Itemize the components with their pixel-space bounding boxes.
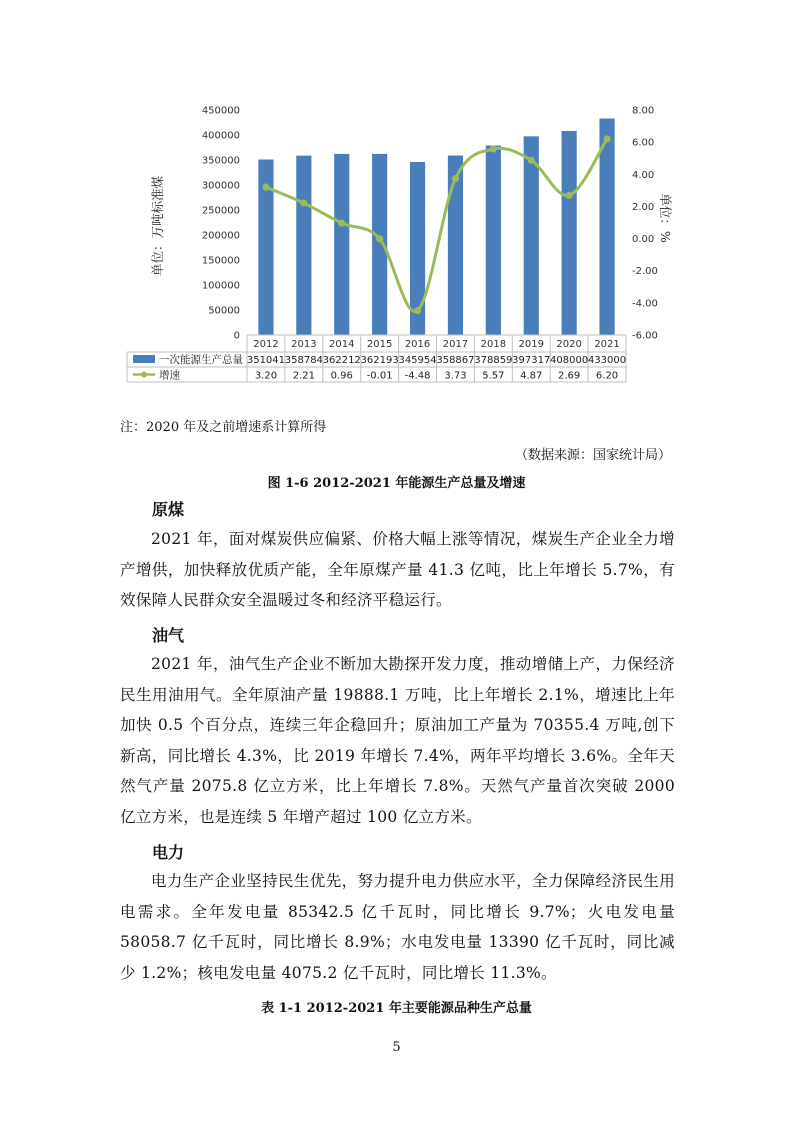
x-tick-label: 2021 bbox=[594, 339, 620, 350]
table-line-value: 5.57 bbox=[482, 370, 505, 382]
table-bar-value: 362193 bbox=[360, 355, 399, 366]
y2-tick-label: -2.00 bbox=[632, 266, 658, 278]
x-tick-label: 2018 bbox=[480, 339, 507, 350]
y-tick-label: 350000 bbox=[201, 155, 240, 167]
x-tick-label: 2015 bbox=[366, 339, 393, 350]
x-tick-label: 2016 bbox=[404, 339, 431, 350]
bar bbox=[334, 154, 349, 335]
section-heading-power: 电力 bbox=[152, 843, 185, 862]
line-point bbox=[528, 157, 535, 164]
x-tick-label: 2012 bbox=[253, 339, 279, 350]
table-bar-value: 358867 bbox=[436, 355, 475, 366]
line-series bbox=[262, 135, 610, 314]
y2-tick-label: 0.00 bbox=[632, 234, 655, 246]
line-point bbox=[300, 199, 307, 206]
line-point bbox=[566, 192, 573, 199]
line-point bbox=[490, 145, 497, 152]
bar bbox=[296, 156, 311, 335]
table-bar-value: 345954 bbox=[398, 355, 437, 366]
y-tick-label: 50000 bbox=[208, 305, 240, 317]
table-line-value: 3.20 bbox=[254, 370, 278, 382]
table-bar-value: 433000 bbox=[587, 355, 627, 366]
chart-note: 注：2020 年及之前增速系计算所得 bbox=[120, 420, 327, 435]
y-tick-label: 0 bbox=[233, 330, 240, 342]
table-line-value: 0.96 bbox=[330, 370, 353, 382]
table-line-value: 2.69 bbox=[558, 370, 581, 382]
line-point bbox=[376, 235, 383, 242]
y2-tick-label: 8.00 bbox=[632, 105, 655, 117]
line-point bbox=[338, 220, 345, 227]
section-text-power: 电力生产企业坚持民生优先，努力提升电力供应水平，全力保障经济民生用电需求。全年发电量 85342.5 亿千瓦时，同比增长 9.7%；火电发电量 58058.7 亿千瓦时，同比增长 8.9%；水电发电量 13390 亿千瓦时，同比减少 1.2%；核电发电量 4075.2 亿千瓦时，同比增长 11.3%。 bbox=[120, 872, 675, 982]
y2-tick-label: 4.00 bbox=[632, 169, 655, 181]
section-heading-oil-gas: 油气 bbox=[152, 626, 185, 645]
table-bar-value: 378859 bbox=[474, 355, 513, 366]
y2-tick-label: 6.00 bbox=[632, 137, 655, 149]
line-point bbox=[603, 135, 610, 142]
line-point bbox=[262, 184, 269, 191]
y2-tick-label: -6.00 bbox=[632, 330, 658, 342]
line-point bbox=[452, 175, 459, 182]
y-axis-right bbox=[632, 106, 658, 342]
table-line-value: -4.48 bbox=[404, 370, 431, 382]
growth-line bbox=[266, 139, 607, 312]
y2-axis-label: 单位：% bbox=[658, 193, 673, 243]
y2-tick-label: 2.00 bbox=[632, 201, 655, 213]
bar bbox=[372, 154, 387, 335]
table-line-value: -0.01 bbox=[366, 370, 393, 382]
energy-production-chart bbox=[0, 0, 793, 400]
y-tick-label: 400000 bbox=[201, 130, 240, 142]
legend-bar-swatch bbox=[133, 355, 155, 363]
legend-line-marker bbox=[141, 372, 147, 378]
y-tick-label: 200000 bbox=[201, 230, 240, 242]
table-line-value: 3.73 bbox=[444, 370, 467, 382]
legend-bar-name: 一次能源生产总量 bbox=[159, 354, 243, 366]
page-number: 5 bbox=[392, 1040, 401, 1055]
y-tick-label: 450000 bbox=[201, 105, 240, 117]
y-tick-label: 150000 bbox=[201, 255, 240, 267]
x-tick-label: 2014 bbox=[329, 339, 355, 350]
bar-series bbox=[258, 119, 614, 336]
table-bar-value: 397317 bbox=[512, 355, 551, 366]
x-tick-label: 2017 bbox=[442, 339, 469, 350]
section-text-coal: 2021 年，面对煤炭供应偏紧、价格大幅上涨等情况，煤炭生产企业全力增产增供，加快释放优质产能，全年原煤产量 41.3 亿吨，比上年增长 5.7%，有效保障人民群众安全温暖过冬和经济平稳运行。 bbox=[120, 530, 675, 609]
data-source: （数据来源：国家统计局） bbox=[514, 448, 671, 463]
y-tick-label: 300000 bbox=[201, 180, 240, 192]
table-bar-value: 351041 bbox=[246, 355, 286, 366]
legend-line-name: 增速 bbox=[159, 369, 180, 382]
table-caption: 表 1-1 2012-2021 年主要能源品种生产总量 bbox=[261, 1001, 532, 1016]
table-line-value: 2.21 bbox=[292, 370, 315, 382]
y-axis-left bbox=[202, 106, 240, 342]
bar bbox=[562, 131, 577, 335]
table-bar-value: 358784 bbox=[284, 355, 323, 366]
y2-tick-label: -4.00 bbox=[632, 298, 658, 310]
bar bbox=[486, 146, 501, 335]
section-text-oil-gas: 2021 年，油气生产企业不断加大勘探开发力度，推动增储上产，力保经济民生用油用气。全年原油产量 19888.1 万吨，比上年增长 2.1%，增速比上年加快 0.5 个百分点，连续三年企稳回升；原油加工产量为 70355.4 万吨,创下新高，同比增长 4.3%，比 2019 年增长 7.4%，两年平均增长 3.6%。全年天然气产量 2075.8 亿立方米，比上年增长 7.8%。天然气产量首次突破 2000 亿立方米，也是连续 5 年增产超过 100 亿立方米。 bbox=[120, 655, 675, 826]
y-tick-label: 100000 bbox=[201, 280, 240, 292]
table-line-value: 4.87 bbox=[520, 370, 543, 382]
table-line-value: 6.20 bbox=[595, 370, 619, 382]
x-tick-label: 2013 bbox=[291, 339, 317, 350]
y-axis-label: 单位：万吨标准煤 bbox=[150, 175, 165, 277]
x-tick-label: 2019 bbox=[518, 339, 544, 350]
x-tick-label: 2020 bbox=[556, 339, 582, 350]
line-point bbox=[414, 307, 421, 314]
table-bar-value: 362212 bbox=[322, 355, 361, 366]
section-heading-coal: 原煤 bbox=[152, 500, 185, 519]
figure-caption: 图 1-6 2012-2021 年能源生产总量及增速 bbox=[267, 476, 526, 491]
table-bar-value: 408000 bbox=[550, 355, 589, 366]
y-tick-label: 250000 bbox=[201, 205, 240, 217]
